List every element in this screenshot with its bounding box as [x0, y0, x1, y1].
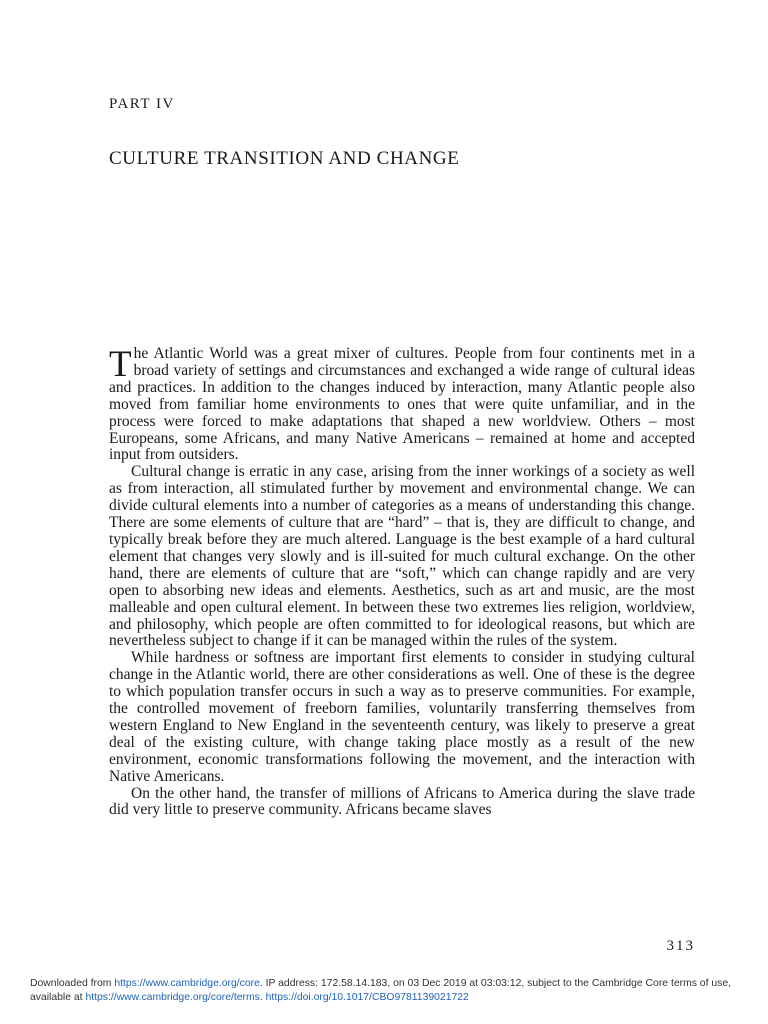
chapter-title: CULTURE TRANSITION AND CHANGE: [109, 148, 460, 169]
download-footer: [30, 977, 745, 1005]
paragraph-1: [109, 346, 695, 464]
drop-cap: T: [109, 344, 132, 385]
doi-link[interactable]: https://doi.org/10.1017/CBO9781139021722: [265, 992, 469, 1003]
footer-text-3: .: [259, 992, 266, 1003]
footer-text-1: Downloaded from: [30, 978, 115, 989]
footer-text-2: . IP address: 172.58.14.183, on 03 Dec 2019 at 03:03:12, subject to the Cambridge Core terms of use, available at: [30, 978, 732, 1003]
paragraph-3: While hardness or softness are important first elements to consider in studying cultural change in the Atlantic world, there are other considerations as well. One of these is the degree to which population transfer occurs in such a way as to preserve communities. For example, the controlled movement of freeborn families, voluntarily transferring themselves from western England to New England in the seventeenth century, was likely to preserve a great deal of the existing culture, with change taking place mostly as a result of the new environment, economic transformations following the movement, and the interaction with Native Americans.: [109, 649, 695, 785]
part-label: PART IV: [109, 96, 175, 112]
paragraph-1-text: he Atlantic World was a great mixer of cultures. People from four continents met in a broad variety of settings and circumstances and exchanged a wide range of cultural ideas and practices. In addition to the changes induced by interaction, many Atlantic people also moved from familiar home environments to ones that were quite unfamiliar, and in the process were forced to make adaptations that shaped a new worldview. Others – most Europeans, some Africans, and many Native Americans – remained at home and accepted input from outsiders.: [109, 345, 695, 464]
body-text: [109, 346, 695, 819]
cambridge-core-link[interactable]: https://www.cambridge.org/core: [114, 978, 260, 989]
paragraph-4: On the other hand, the transfer of millions of Africans to America during the slave trade did very little to preserve community. Africans became slaves: [109, 784, 695, 819]
terms-link[interactable]: https://www.cambridge.org/core/terms: [85, 992, 260, 1003]
page-number: 313: [666, 938, 695, 954]
paragraph-2: Cultural change is erratic in any case, arising from the inner workings of a society as well as from interaction, all stimulated further by movement and environmental change. We can divide cultural elements into a number of categories as a means of understanding this change. There are some elements of culture that are “hard” – that is, they are difficult to change, and typically break before they are much altered. Language is the best example of a hard cultural element that changes very slowly and is ill-suited for much cultural exchange. On the other hand, there are elements of culture that are “soft,” which can change rapidly and are very open to absorbing new ideas and elements. Aesthetics, such as art and music, are the most malleable and open cultural element. In between these two extremes lies religion, worldview, and philosophy, which people are often committed to for ideological reasons, but which are nevertheless subject to change if it can be managed within the rules of the system.: [109, 463, 695, 650]
